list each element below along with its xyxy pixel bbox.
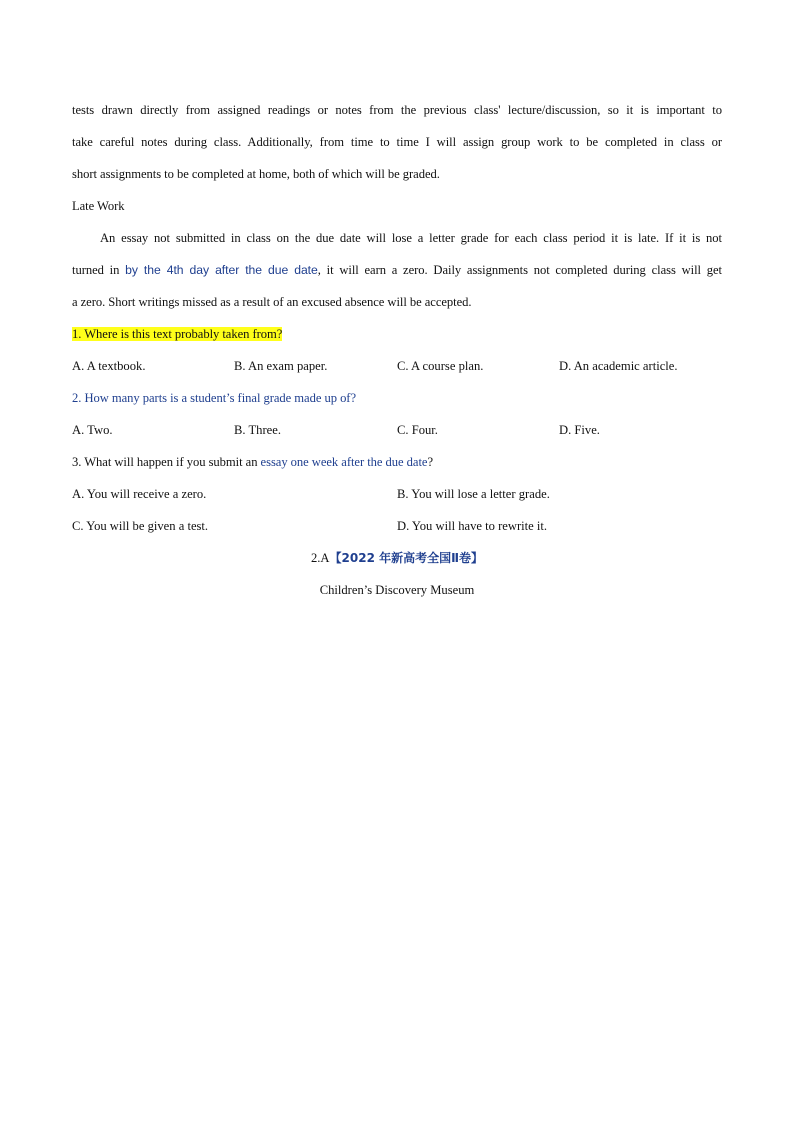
passage-line-1: tests drawn directly from assigned readings or notes from the previous class' lecture/discussion, so it is important to bbox=[72, 103, 722, 117]
question-3-stem-end: ? bbox=[427, 455, 433, 469]
section-heading-late-work: Late Work bbox=[72, 199, 125, 213]
question-1-option-a: A. A textbook. bbox=[72, 359, 146, 373]
question-3-stem-start: 3. What will happen if you submit an bbox=[72, 455, 261, 469]
question-3-options-row-2 bbox=[72, 515, 722, 547]
question-2-option-c: C. Four. bbox=[397, 423, 438, 437]
question-3-option-a: A. You will receive a zero. bbox=[72, 487, 207, 501]
question-3-option-d: D. You will have to rewrite it. bbox=[397, 519, 548, 533]
question-3-options-row-1 bbox=[72, 483, 722, 515]
question-2-option-b: B. Three. bbox=[234, 423, 281, 437]
question-2-options bbox=[72, 419, 722, 451]
passage-line-5: An essay not submitted in class on the due date will lose a letter grade for each class period it is late. If it is not bbox=[100, 231, 722, 245]
question-1 bbox=[72, 323, 722, 355]
passage-line-6-end: , it will earn a zero. Daily assignments not completed during class will get bbox=[317, 263, 722, 277]
next-section-label bbox=[72, 547, 722, 579]
question-1-option-b: B. An exam paper. bbox=[234, 359, 328, 373]
question-3 bbox=[72, 451, 722, 483]
highlighted-phrase-due-date: by the 4th day after the due date bbox=[125, 263, 318, 277]
passage-line-2: take careful notes during class. Additionally, from time to time I will assign group work to be completed in class or bbox=[72, 135, 722, 149]
question-2 bbox=[72, 387, 722, 419]
passage-line-7: a zero. Short writings missed as a result of an excused absence will be accepted. bbox=[72, 295, 472, 309]
passage-line-6-start: turned in bbox=[72, 263, 126, 277]
question-1-option-d: D. An academic article. bbox=[559, 359, 678, 373]
question-2-option-a: A. Two. bbox=[72, 423, 113, 437]
next-section-source: 【2022 年新高考全国Ⅱ卷】 bbox=[329, 551, 484, 565]
question-2-option-d: D. Five. bbox=[559, 423, 600, 437]
question-3-option-c: C. You will be given a test. bbox=[72, 519, 209, 533]
passage-line-6 bbox=[72, 259, 722, 291]
question-2-stem-end: parts is a student’s final grade made up of? bbox=[142, 391, 356, 405]
question-3-option-b: B. You will lose a letter grade. bbox=[397, 487, 550, 501]
question-2-stem-start: 2. How many bbox=[72, 391, 143, 405]
question-3-stem-highlight: essay one week after the due date bbox=[260, 455, 428, 469]
next-section-title: Children’s Discovery Museum bbox=[319, 583, 475, 597]
next-section-number: 2.A bbox=[310, 551, 330, 565]
question-1-options bbox=[72, 355, 722, 387]
question-1-stem: 1. Where is this text probably taken from? bbox=[72, 327, 283, 341]
passage-line-3: short assignments to be completed at home, both of which will be graded. bbox=[72, 167, 440, 181]
document-page bbox=[72, 99, 722, 611]
question-1-option-c: C. A course plan. bbox=[397, 359, 484, 373]
